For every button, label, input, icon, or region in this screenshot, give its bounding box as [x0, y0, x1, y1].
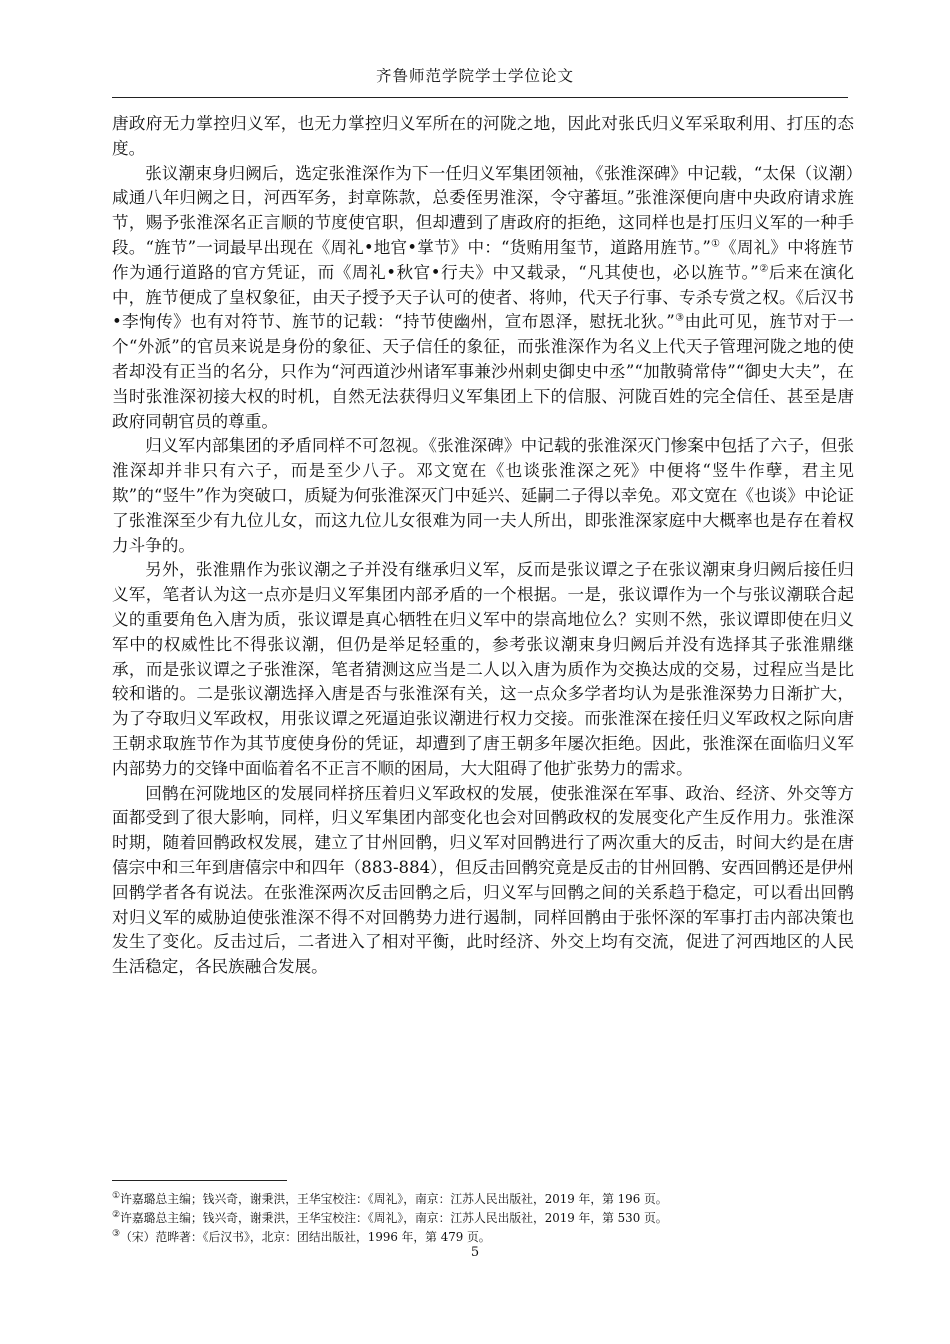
paragraph-3: 归义军内部集团的矛盾同样不可忽视。《张淮深碑》中记载的张淮深灭门惨案中包括了六子，但张淮深却并非只有六子，而是至少八子。邓文宽在《也谈张淮深之死》中便将“竖牛作孽，君主见欺”的“竖牛”作为突破口，质疑为何张淮深灭门中延兴、延嗣二子得以幸免。邓文宽在《也谈》中论证了张淮深至少有九位儿女，而这九位儿女很难为同一夫人所出，即张淮深家庭中大概率也是存在着权力斗争的。	[112, 436, 854, 555]
paragraph-2-text-d: 由此可见，旌节对于一个“外派”的官员来说是身份的象征、天子信任的象征，而张淮深作为名义上代天子管理河陇之地的使者却没有正当的名分，只作为“河西道沙州诸军事兼沙州刺史御史中丞”“加散骑常侍”“御史大夫”，在当时张淮深初接大权的时机，自然无法获得归义军集团上下的信服、河陇百姓的完全信任、甚至是唐政府同朝官员的尊重。	[112, 312, 854, 431]
footnote-text-2: 许嘉璐总主编；钱兴奇，谢秉洪，王华宝校注：《周礼》，南京：江苏人民出版社，2019 年，第 530 页。	[120, 1211, 668, 1225]
paragraph-2-text-b: 《周礼》中将旌节作为通行道路的官方凭证，而《周礼•秋官•行夫》中又载录，“凡其使也，必以旌节。”	[112, 237, 855, 282]
paragraph-5: 回鹘在河陇地区的发展同样挤压着归义军政权的发展，使张淮深在军事、政治、经济、外交等方面都受到了很大影响，同样，归义军集团内部变化也会对回鹘政权的发展变化产生反作用力。张淮深时期，随着回鹘政权发展，建立了甘州回鹘，归义军对回鹘进行了两次重大的反击，时间大约是在唐僖宗中和三年到唐僖宗中和四年（883-884），但反击回鹘究竟是反击的甘州回鹘、安西回鹘还是伊州回鹘学者各有说法。在张淮深两次反击回鹘之后，归义军与回鹘之间的关系趋于稳定，可以看出回鹘对归义军的威胁迫使张淮深不得不对回鹘势力进行遏制，同样回鹘由于张怀深的军事打击内部决策也发生了变化。反击过后，二者进入了相对平衡，此时经济、外交上均有交流，促进了河西地区的人民生活稳定，各民族融合发展。	[112, 783, 854, 977]
paragraph-2-text-a: 张议潮束身归阙后，选定张淮深作为下一任归义军集团领袖，《张淮深碑》中记载，“太保（议潮）咸通八年归阙之日，河西军务，封章陈款，总委侄男淮深，令守蕃垣。”张淮深便向唐中央政府请求旌节，赐予张淮深名正言顺的节度使官职，但却遭到了唐政府的拒绝，这同样也是打压归义军的一种手段。“旌节”一词最早出现在《周礼•地官•掌节》中：“货贿用玺节，道路用旌节。”	[112, 163, 854, 257]
footnotes	[112, 1190, 854, 1247]
footnote-ref-3[interactable]: ③	[674, 312, 685, 324]
paragraph-2-text-c: 后来在演化中，旌节便成了皇权象征，由天子授予天子认可的使者、将帅，代天子行事、专杀专赏之权。《后汉书•李恂传》也有对符节、旌节的记载：“持节使幽州，宣布恩泽，慰抚北狄。”	[112, 262, 855, 332]
footnote-text-1: 许嘉璐总主编；钱兴奇，谢秉洪，王华宝校注：《周礼》，南京：江苏人民出版社，2019 年，第 196 页。	[120, 1192, 668, 1206]
header-rule	[112, 97, 848, 98]
footnote-mark-1: ①	[112, 1191, 121, 1202]
paragraph-2	[112, 162, 854, 435]
running-header: 齐鲁师范学院学士学位论文	[375, 67, 574, 85]
footnote-text-3: （宋）范晔著：《后汉书》，北京：团结出版社，1996 年，第 479 页。	[120, 1230, 491, 1244]
footnote-rule	[112, 1180, 287, 1181]
footnote-2	[112, 1209, 854, 1228]
footnote-1	[112, 1190, 854, 1209]
footnote-ref-2[interactable]: ②	[758, 263, 769, 275]
footnote-mark-2: ②	[112, 1210, 121, 1221]
paragraph-1: 唐政府无力掌控归义军，也无力掌控归义军所在的河陇之地，因此对张氏归义军采取利用、打压的态度。	[112, 114, 854, 158]
footnote-mark-3: ③	[112, 1229, 121, 1240]
page-number: 5	[470, 1245, 480, 1260]
body-text	[112, 112, 854, 980]
paragraph-4: 另外，张淮鼎作为张议潮之子并没有继承归义军，反而是张议谭之子在张议潮束身归阙后接任归义军，笔者认为这一点亦是归义军集团内部矛盾的一个根据。一是，张议谭作为一个与张议潮联合起义的重要角色入唐为质，张议谭是真心牺牲在归义军中的崇高地位么？实则不然，张议谭即使在归义军中的权威性比不得张议潮，但仍是举足轻重的，参考张议潮束身归阙后并没有选择其子张淮鼎继承，而是张议谭之子张淮深，笔者猜测这应当是二人以入唐为质作为交换达成的交易，过程应当是比较和谐的。二是张议潮选择入唐是否与张淮深有关，这一点众多学者均认为是张淮深势力日渐扩大，为了夺取归义军政权，用张议谭之死逼迫张议潮进行权力交接。而张淮深在接任归义军政权之际向唐王朝求取旌节作为其节度使身份的凭证，却遭到了唐王朝多年屡次拒绝。因此，张淮深在面临归义军内部势力的交锋中面临着名不正言不顺的困局，大大阻碍了他扩张势力的需求。	[112, 560, 854, 778]
footnote-ref-1[interactable]: ①	[710, 238, 721, 250]
